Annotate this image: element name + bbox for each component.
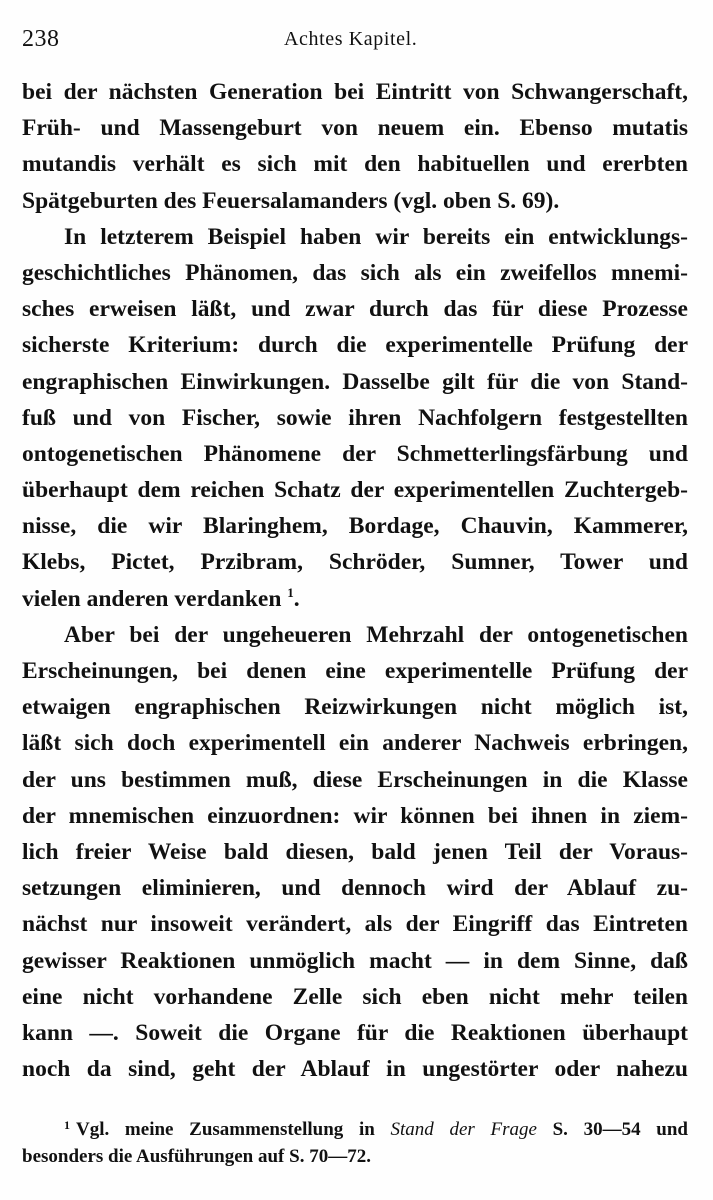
- text-line: Spätgeburten des Feuersalamanders (vgl. oben S. 69).: [22, 187, 560, 214]
- text-line: Klebs, Pictet, Przibram, Schröder, Sumner, Tower und: [22, 549, 688, 576]
- text-line-with-footnote-ref: [22, 581, 688, 617]
- text-line: Früh- und Massengeburt von neuem ein. Ebenso mutatis: [22, 115, 688, 142]
- text-line: eine nicht vorhandene Zelle sich eben nicht mehr teilen: [22, 983, 688, 1010]
- body-text: [22, 74, 688, 1087]
- text-line: Erscheinungen, bei denen eine experimentelle Prüfung der: [22, 658, 688, 684]
- text-line: geschichtliches Phänomen, das sich als ein zweifellos mnemi-: [22, 259, 688, 286]
- page-header: [22, 26, 690, 56]
- footnote-marker: 1: [64, 1118, 70, 1132]
- text-line: läßt sich doch experimentell ein anderer Nachweis erbringen,: [22, 730, 688, 757]
- text-line: noch da sind, geht der Ablauf in ungestörter oder nahezu: [22, 1056, 688, 1083]
- text-line: bei der nächsten Generation bei Eintritt von Schwangerschaft,: [22, 79, 688, 105]
- footnote-citation-title: Stand der Frage: [390, 1119, 537, 1140]
- text-line: sicherste Kriterium: durch die experimentelle Prüfung der: [22, 332, 688, 359]
- text-line: fuß und von Fischer, sowie ihren Nachfolgern festgestellten: [22, 404, 688, 431]
- running-head: Achtes Kapitel.: [284, 28, 418, 50]
- text-line: etwaigen engraphischen Reizwirkungen nicht möglich ist,: [22, 694, 688, 721]
- text-line: nächst nur insoweit verändert, als der Eingriff das Eintreten: [22, 911, 688, 938]
- text-line: mutandis verhält es sich mit den habituellen und ererbten: [22, 151, 688, 178]
- text-line-content: vielen anderen verdanken: [22, 585, 282, 612]
- text-line: ontogenetischen Phänomene der Schmetterlingsfärbung und: [22, 440, 688, 467]
- text-line: kann —. Soweit die Organe für die Reaktionen überhaupt: [22, 1019, 688, 1046]
- page-number: 238: [22, 26, 60, 52]
- footnote-line: besonders die Ausführungen auf S. 70—72.: [22, 1146, 371, 1167]
- footnote-reference: 1: [287, 584, 294, 600]
- footnote-block: [22, 1116, 688, 1170]
- footnote-text: S. 30—54 und: [536, 1119, 688, 1140]
- footnote-text: Vgl. meine Zusammenstellung in: [76, 1119, 391, 1140]
- text-line: gewisser Reaktionen unmöglich macht — in dem Sinne, daß: [22, 947, 688, 974]
- text-line: der mnemischen einzuordnen: wir können bei ihnen in ziem-: [22, 802, 688, 829]
- text-line: überhaupt dem reichen Schatz der experimentellen Zuchtergeb-: [22, 477, 688, 504]
- text-line: nisse, die wir Blaringhem, Bordage, Chauvin, Kammerer,: [22, 513, 688, 540]
- footnote-line: [22, 1116, 688, 1143]
- text-line: setzungen eliminieren, und dennoch wird der Ablauf zu-: [22, 875, 688, 902]
- paragraph-start-line: In letzterem Beispiel haben wir bereits ein entwicklungs-: [64, 223, 688, 250]
- text-line: der uns bestimmen muß, diese Erscheinungen in die Klasse: [22, 766, 688, 793]
- paragraph-start-line: Aber bei der ungeheueren Mehrzahl der ontogenetischen: [64, 621, 688, 648]
- text-line: engraphischen Einwirkungen. Dasselbe gilt für die von Stand-: [22, 368, 688, 395]
- text-line: sches erweisen läßt, und zwar durch das für diese Prozesse: [22, 296, 688, 323]
- text-line: lich freier Weise bald diesen, bald jenen Teil der Voraus-: [22, 838, 688, 865]
- footnote-reference-trail: .: [293, 585, 300, 612]
